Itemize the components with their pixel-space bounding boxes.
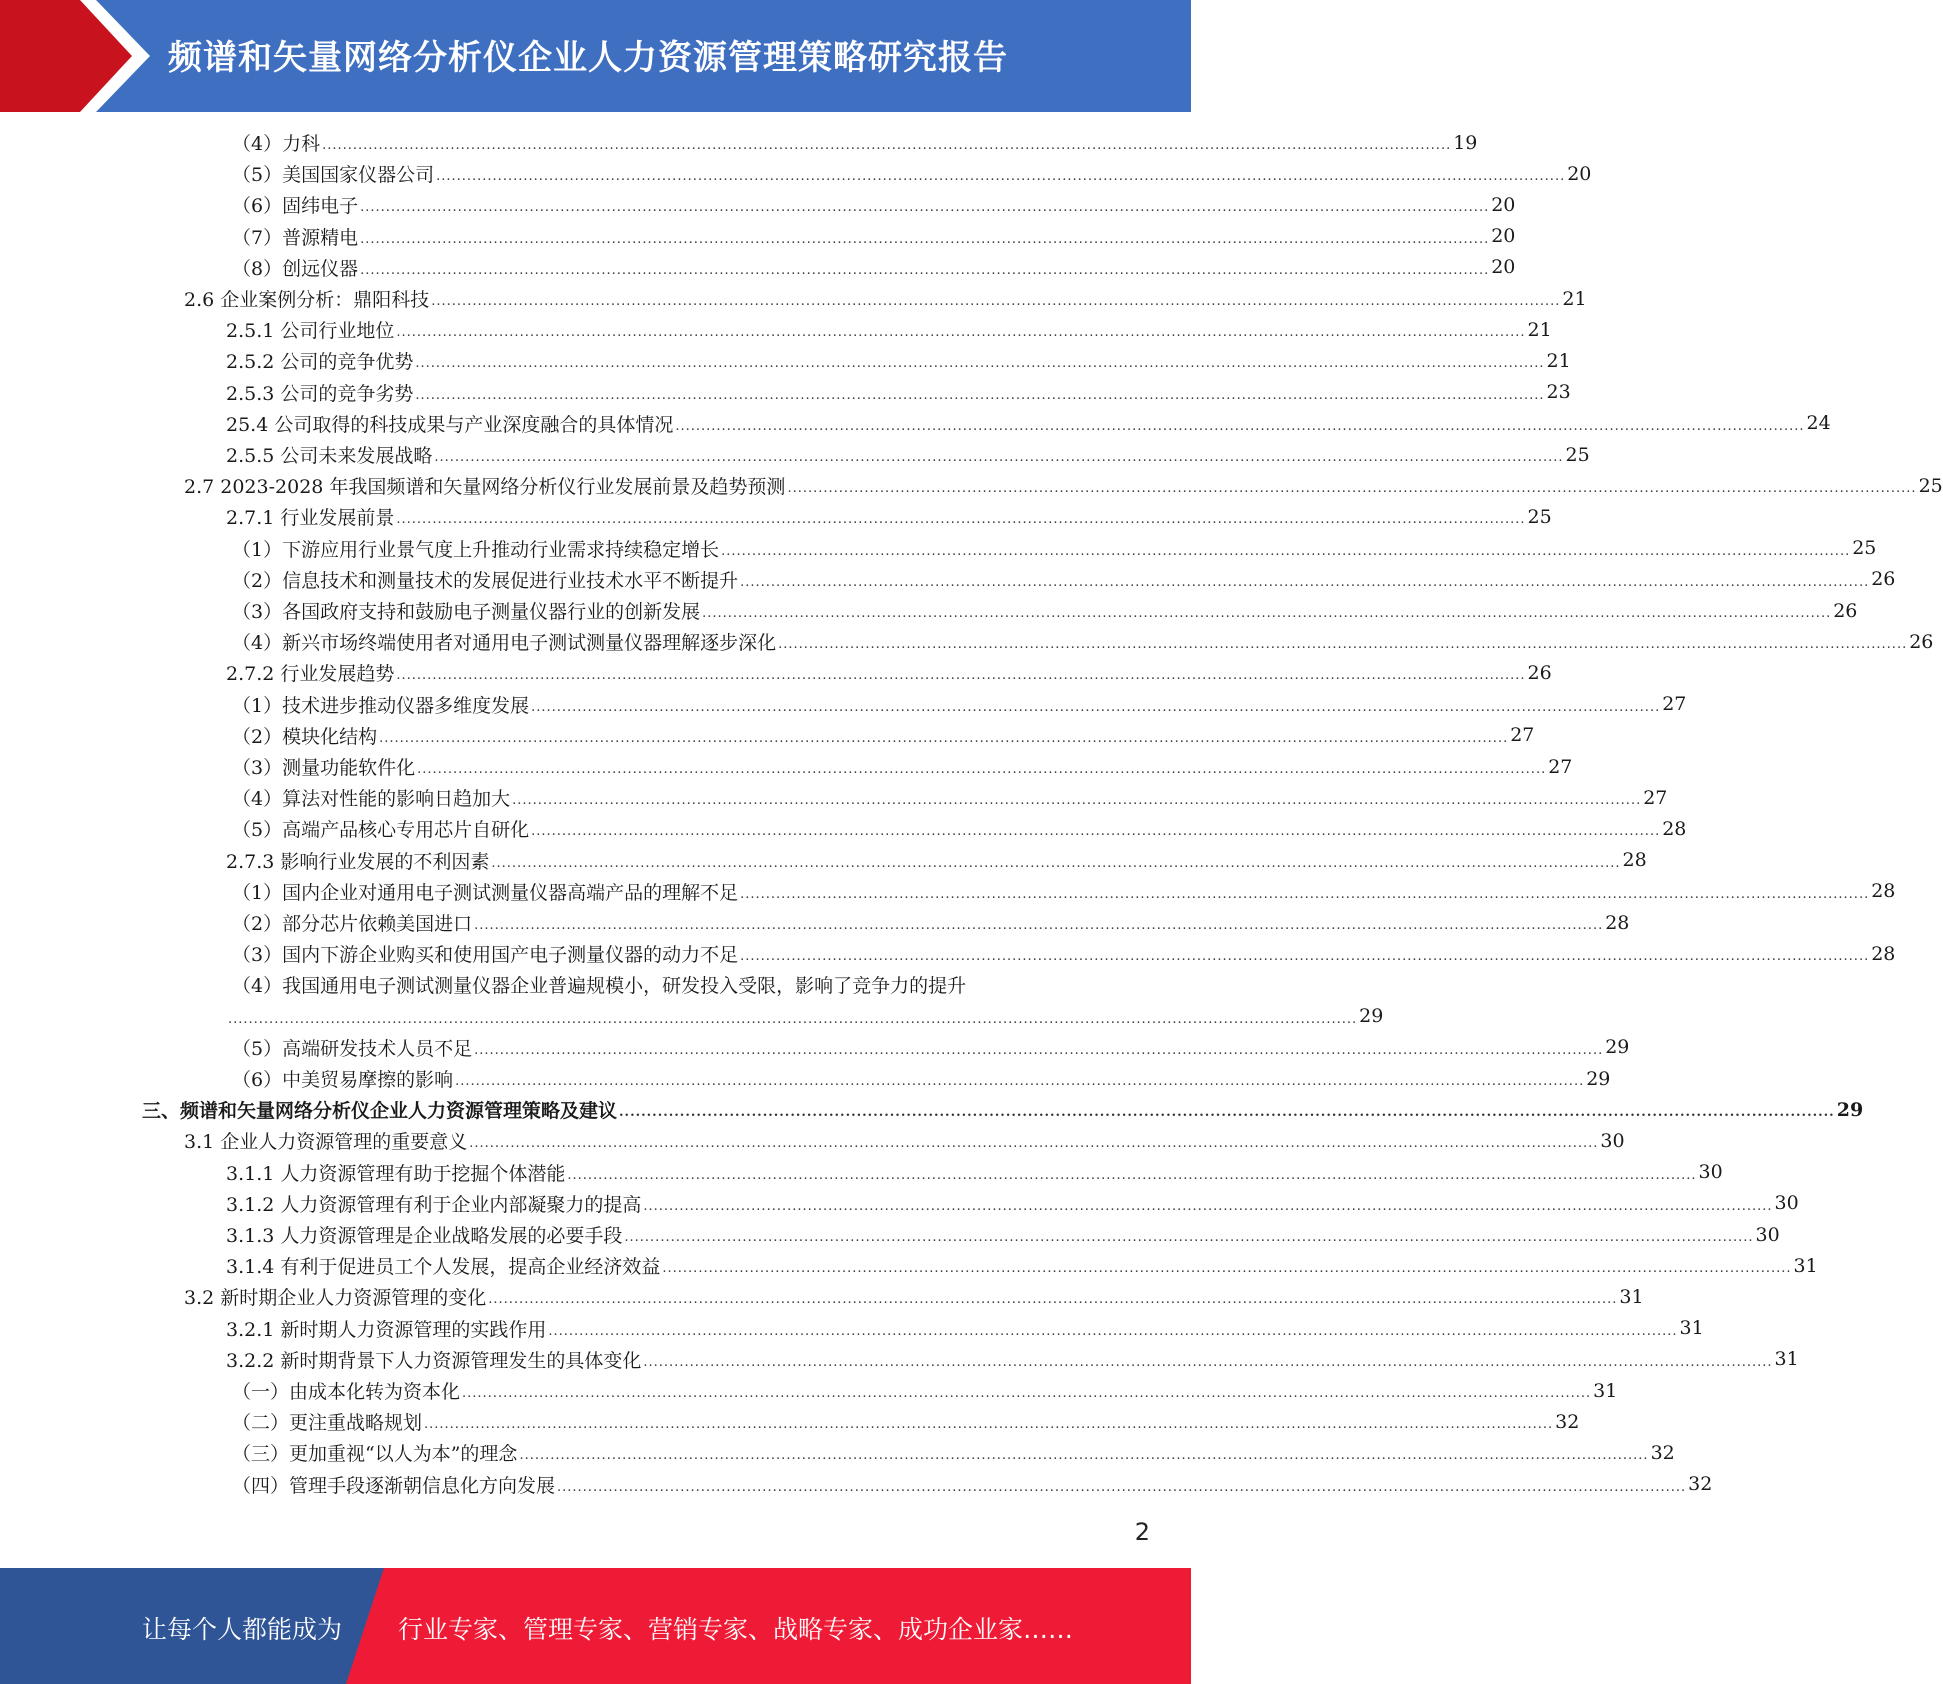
- toc-entry[interactable]: [184, 470, 1943, 501]
- toc-entry-page: 28: [1871, 880, 1896, 903]
- toc-entry-title: 25.4 公司取得的科技成果与产业深度融合的具体情况: [226, 413, 674, 436]
- toc-leader-dots: ............................................................................................................................................................................................................................: [512, 793, 1642, 809]
- toc-entry[interactable]: [226, 1250, 1818, 1281]
- toc-entry-title: （4）力科: [232, 133, 321, 155]
- toc-leader-dots: ............................................................................................................................................................................................................................: [548, 1323, 1678, 1339]
- toc-entry-title: （4）新兴市场终端使用者对通用电子测试测量仪器理解逐步深化: [232, 632, 777, 655]
- page-footer: [0, 1568, 1191, 1684]
- footer-slogan-right: 行业专家、管理专家、营销专家、战略专家、成功企业家……: [398, 1615, 1074, 1644]
- toc-entry[interactable]: [232, 252, 1516, 283]
- toc-entry-title: （6）中美贸易摩擦的影响: [232, 1069, 454, 1091]
- toc-entry-page: 28: [1605, 911, 1630, 934]
- toc-entry-page: 25: [1852, 537, 1877, 560]
- toc-entry-page: 25: [1565, 443, 1590, 466]
- toc-leader-dots: ............................................................................................................................................................................................................................: [619, 1105, 1835, 1121]
- toc-entry[interactable]: [184, 1281, 1644, 1312]
- toc-entry[interactable]: [232, 1375, 1618, 1406]
- toc-entry-page: 25: [1918, 474, 1943, 497]
- toc-entry[interactable]: [232, 189, 1516, 220]
- toc-entry[interactable]: [232, 782, 1668, 813]
- toc-entry-title: （二）更注重战略规划: [232, 1412, 423, 1435]
- toc-leader-dots: ............................................................................................................................................................................................................................: [396, 325, 1526, 341]
- toc-leader-dots: ............................................................................................................................................................................................................................: [557, 1479, 1687, 1495]
- toc-entry-title: 2.5.3 公司的竞争劣势: [226, 382, 414, 405]
- toc-entry-page: 32: [1650, 1441, 1675, 1464]
- toc-entry-title: （三）更加重视“以人为本”的理念: [232, 1443, 518, 1466]
- toc-entry-title: （2）部分芯片依赖美国进口: [232, 913, 473, 935]
- toc-leader-dots: ............................................................................................................................................................................................................................: [778, 637, 1908, 653]
- toc-entry-page: 30: [1755, 1223, 1780, 1246]
- toc-entry-title: （3）测量功能软件化: [232, 757, 416, 779]
- toc-entry[interactable]: [226, 1157, 1723, 1188]
- toc-entry-page: 32: [1688, 1473, 1713, 1496]
- toc-entry-page: 28: [1662, 817, 1687, 840]
- toc-entry-title: （2）信息技术和测量技术的发展促进行业技术水平不断提升: [232, 569, 739, 592]
- toc-leader-dots: ............................................................................................................................................................................................................................: [643, 1354, 1773, 1370]
- toc-leader-dots: ............................................................................................................................................................................................................................: [360, 262, 1490, 278]
- toc-entry[interactable]: [232, 221, 1516, 252]
- toc-entry[interactable]: [142, 1094, 1864, 1125]
- toc-entry[interactable]: [226, 439, 1590, 470]
- toc-entry-title: （一）由成本化转为资本化: [232, 1381, 461, 1403]
- toc-entry-page: 21: [1546, 349, 1571, 372]
- toc-entry-page: 20: [1491, 193, 1516, 216]
- toc-leader-dots: ............................................................................................................................................................................................................................: [740, 886, 1870, 902]
- toc-entry-title: （5）高端产品核心专用芯片自研化: [232, 819, 530, 842]
- toc-entry-page: 32: [1555, 1410, 1580, 1433]
- toc-entry-page: 20: [1567, 162, 1592, 185]
- toc-entry-title: 2.5.1 公司行业地位: [226, 320, 395, 343]
- toc-entry[interactable]: [232, 907, 1630, 938]
- page-number: 2: [1134, 1518, 1150, 1546]
- header-chevron-graphic: [0, 0, 150, 112]
- toc-leader-dots: ............................................................................................................................................................................................................................: [531, 699, 1661, 715]
- toc-entry-page: 30: [1698, 1161, 1723, 1184]
- toc-entry-page: 19: [1453, 131, 1478, 154]
- toc-entry-page: 28: [1622, 849, 1647, 872]
- toc-entry-page: 31: [1679, 1317, 1704, 1340]
- toc-entry[interactable]: [226, 408, 1831, 439]
- toc-entry[interactable]: [226, 501, 1552, 532]
- footer-slogan-left: 让每个人都能成为: [142, 1615, 343, 1644]
- toc-leader-dots: ............................................................................................................................................................................................................................: [434, 450, 1564, 465]
- toc-leader-dots: ............................................................................................................................................................................................................................: [474, 918, 1604, 933]
- toc-entry-page: 26: [1909, 630, 1934, 653]
- toc-leader-dots: ............................................................................................................................................................................................................................: [424, 1417, 1554, 1433]
- toc-leader-dots: ............................................................................................................................................................................................................................: [322, 138, 1452, 153]
- toc-entry-title: （4）我国通用电子测试测量仪器企业普遍规模小，研发投入受限，影响了竞争力的提升: [232, 975, 967, 998]
- toc-entry[interactable]: [232, 813, 1687, 844]
- toc-entry-title: （1）技术进步推动仪器多维度发展: [232, 694, 530, 717]
- toc-entry[interactable]: [232, 1063, 1611, 1094]
- toc-leader-dots: ............................................................................................................................................................................................................................: [488, 1292, 1618, 1308]
- toc-entry-page: 20: [1491, 225, 1516, 248]
- toc-entry-title: 3.1.1 人力资源管理有助于挖掘个体潜能: [226, 1162, 566, 1185]
- toc-leader-dots: ............................................................................................................................................................................................................................: [740, 574, 1870, 590]
- toc-entry-page: 30: [1600, 1129, 1625, 1152]
- toc-entry-title: 2.7.3 影响行业发展的不利因素: [226, 850, 490, 873]
- toc-leader-dots: ............................................................................................................................................................................................................................: [462, 1386, 1592, 1401]
- toc-leader-dots: ............................................................................................................................................................................................................................: [491, 855, 1621, 871]
- toc-entry[interactable]: [226, 1313, 1704, 1344]
- toc-leader-dots: ............................................................................................................................................................................................................................: [228, 1011, 1358, 1027]
- toc-entry-page: 29: [1359, 1005, 1384, 1028]
- toc-entry[interactable]: [232, 751, 1573, 782]
- toc-entry-title: （5）美国国家仪器公司: [232, 164, 435, 187]
- toc-entry-title: 3.1.2 人力资源管理有利于企业内部凝聚力的提高: [226, 1193, 642, 1216]
- toc-entry-page: 21: [1562, 287, 1587, 310]
- toc-leader-dots: ............................................................................................................................................................................................................................: [469, 1136, 1599, 1152]
- toc-entry[interactable]: [232, 564, 1896, 595]
- toc-entry-title: （3）各国政府支持和鼓励电子测量仪器行业的创新发展: [232, 601, 701, 623]
- toc-entry-page: 29: [1605, 1036, 1630, 1059]
- toc-leader-dots: ............................................................................................................................................................................................................................: [396, 668, 1526, 684]
- toc-entry-title: （1）下游应用行业景气度上升推动行业需求持续稳定增长: [232, 538, 720, 561]
- toc-leader-dots: ............................................................................................................................................................................................................................: [787, 481, 1917, 497]
- toc-entry[interactable]: [232, 158, 1592, 189]
- toc-leader-dots: ............................................................................................................................................................................................................................: [431, 294, 1561, 309]
- toc-leader-dots: ............................................................................................................................................................................................................................: [740, 949, 1870, 965]
- toc-entry-page: 27: [1643, 786, 1668, 809]
- toc-entry-page: 27: [1510, 724, 1535, 747]
- toc-leader-dots: ............................................................................................................................................................................................................................: [643, 1198, 1773, 1214]
- toc-entry-title: 2.5.5 公司未来发展战略: [226, 445, 433, 467]
- toc-leader-dots: ............................................................................................................................................................................................................................: [721, 543, 1851, 559]
- toc-entry-page: 29: [1836, 1098, 1864, 1121]
- toc-entry[interactable]: [226, 377, 1571, 408]
- toc-entry[interactable]: [232, 1032, 1630, 1063]
- toc-entry-title: 3.1.4 有利于促进员工个人发展，提高企业经济效益: [226, 1256, 661, 1279]
- toc-entry-page: 31: [1619, 1285, 1644, 1308]
- toc-leader-dots: ............................................................................................................................................................................................................................: [436, 169, 1566, 185]
- toc-leader-dots: ............................................................................................................................................................................................................................: [360, 200, 1490, 216]
- toc-leader-dots: ............................................................................................................................................................................................................................: [396, 512, 1526, 528]
- toc-entry-page: 31: [1793, 1254, 1818, 1277]
- toc-leader-dots: ............................................................................................................................................................................................................................: [675, 418, 1805, 434]
- toc-leader-dots: ............................................................................................................................................................................................................................: [415, 356, 1545, 372]
- toc-entry-title: （1）国内企业对通用电子测试测量仪器高端产品的理解不足: [232, 881, 739, 904]
- toc-entry[interactable]: [184, 1125, 1625, 1156]
- report-title: 频谱和矢量网络分析仪企业人力资源管理策略研究报告: [168, 38, 1008, 78]
- toc-entry-page: 21: [1527, 318, 1552, 341]
- toc-entry-title: （4）算法对性能的影响日趋加大: [232, 788, 511, 811]
- toc-entry[interactable]: [232, 689, 1687, 720]
- toc-leader-dots: ............................................................................................................................................................................................................................: [379, 730, 1509, 746]
- toc-entry-title: 2.7.1 行业发展前景: [226, 507, 395, 530]
- toc-entry-page: 26: [1833, 599, 1858, 622]
- toc-leader-dots: ............................................................................................................................................................................................................................: [474, 1042, 1604, 1058]
- toc-entry-title: 2.7.2 行业发展趋势: [226, 663, 395, 686]
- toc-entry[interactable]: [232, 127, 1478, 158]
- toc-entry-page: 30: [1774, 1192, 1799, 1215]
- toc-entry[interactable]: [226, 345, 1571, 376]
- toc-entry[interactable]: [226, 1188, 1799, 1219]
- toc-entry[interactable]: [226, 1219, 1780, 1250]
- toc-leader-dots: ............................................................................................................................................................................................................................: [360, 231, 1490, 247]
- toc-entry-title: 2.7 2023-2028 年我国频谱和矢量网络分析仪行业发展前景及趋势预测: [184, 476, 786, 499]
- toc-entry-title: （5）高端研发技术人员不足: [232, 1037, 473, 1060]
- toc-entry-page: 27: [1662, 693, 1687, 716]
- toc-entry-title: （8）创远仪器: [232, 257, 359, 280]
- toc-leader-dots: ............................................................................................................................................................................................................................: [519, 1448, 1649, 1464]
- toc-leader-dots: ............................................................................................................................................................................................................................: [702, 606, 1832, 621]
- toc-leader-dots: ............................................................................................................................................................................................................................: [531, 824, 1661, 840]
- toc-entry[interactable]: [226, 1344, 1799, 1375]
- toc-leader-dots: ............................................................................................................................................................................................................................: [417, 762, 1547, 777]
- toc-entry[interactable]: [226, 314, 1552, 345]
- page-header: [0, 0, 1191, 112]
- toc-entry-page: 26: [1527, 661, 1552, 684]
- toc-entry-page: 27: [1548, 755, 1573, 778]
- toc-leader-dots: ............................................................................................................................................................................................................................: [415, 387, 1545, 403]
- toc-entry[interactable]: [232, 938, 1896, 969]
- toc-entry-title: 3.1.3 人力资源管理是企业战略发展的必要手段: [226, 1225, 623, 1247]
- toc-entry-page: 25: [1527, 505, 1552, 528]
- toc-entry-title: （6）固纬电子: [232, 195, 359, 218]
- toc-entry[interactable]: [232, 969, 1048, 1000]
- toc-entry-page: 26: [1871, 568, 1896, 591]
- toc-entry-page: 24: [1806, 412, 1831, 435]
- toc-entry[interactable]: [232, 1406, 1580, 1437]
- toc-entry[interactable]: [232, 626, 1934, 657]
- toc-entry[interactable]: [232, 533, 1877, 564]
- toc-entry-title: 3.2.2 新时期背景下人力资源管理发生的具体变化: [226, 1349, 642, 1372]
- toc-entry-title: 2.6 企业案例分析：鼎阳科技: [184, 289, 430, 311]
- toc-entry[interactable]: [184, 283, 1587, 314]
- toc-entry-page: 28: [1871, 942, 1896, 965]
- toc-entry[interactable]: [226, 845, 1647, 876]
- toc-entry-page: 20: [1491, 256, 1516, 279]
- toc-entry[interactable]: [226, 657, 1552, 688]
- toc-entry-title: 3.1 企业人力资源管理的重要意义: [184, 1131, 468, 1154]
- toc-entry-title: （2）模块化结构: [232, 725, 378, 748]
- toc-entry[interactable]: [232, 1469, 1713, 1500]
- toc-entry-title: （7）普源精电: [232, 226, 359, 249]
- toc-entry-title: 3.2 新时期企业人力资源管理的变化: [184, 1287, 487, 1310]
- toc-entry-title: 三、频谱和矢量网络分析仪企业人力资源管理策略及建议: [142, 1100, 618, 1123]
- toc-entry-title: 2.5.2 公司的竞争优势: [226, 351, 414, 374]
- toc-leader-dots: ............................................................................................................................................................................................................................: [624, 1230, 1754, 1245]
- toc-entry[interactable]: [232, 876, 1896, 907]
- toc-entry-title: 3.2.1 新时期人力资源管理的实践作用: [226, 1318, 547, 1341]
- toc-entry[interactable]: [232, 595, 1858, 626]
- toc-entry-title: （3）国内下游企业购买和使用国产电子测量仪器的动力不足: [232, 944, 739, 967]
- toc-entry[interactable]: [232, 1437, 1675, 1468]
- toc-entry-page: 31: [1774, 1348, 1799, 1371]
- toc-leader-dots: ............................................................................................................................................................................................................................: [455, 1074, 1585, 1089]
- toc-entry-continuation[interactable]: [226, 1001, 1384, 1032]
- toc-entry-page: 31: [1593, 1379, 1618, 1402]
- toc-leader-dots: ............................................................................................................................................................................................................................: [662, 1261, 1792, 1277]
- toc-leader-dots: ............................................................................................................................................................................................................................: [567, 1167, 1697, 1183]
- toc-entry-title: （四）管理手段逐渐朝信息化方向发展: [232, 1474, 556, 1497]
- toc-entry-page: 23: [1546, 381, 1571, 404]
- toc-entry[interactable]: [232, 720, 1535, 751]
- toc-entry-page: 29: [1586, 1067, 1611, 1090]
